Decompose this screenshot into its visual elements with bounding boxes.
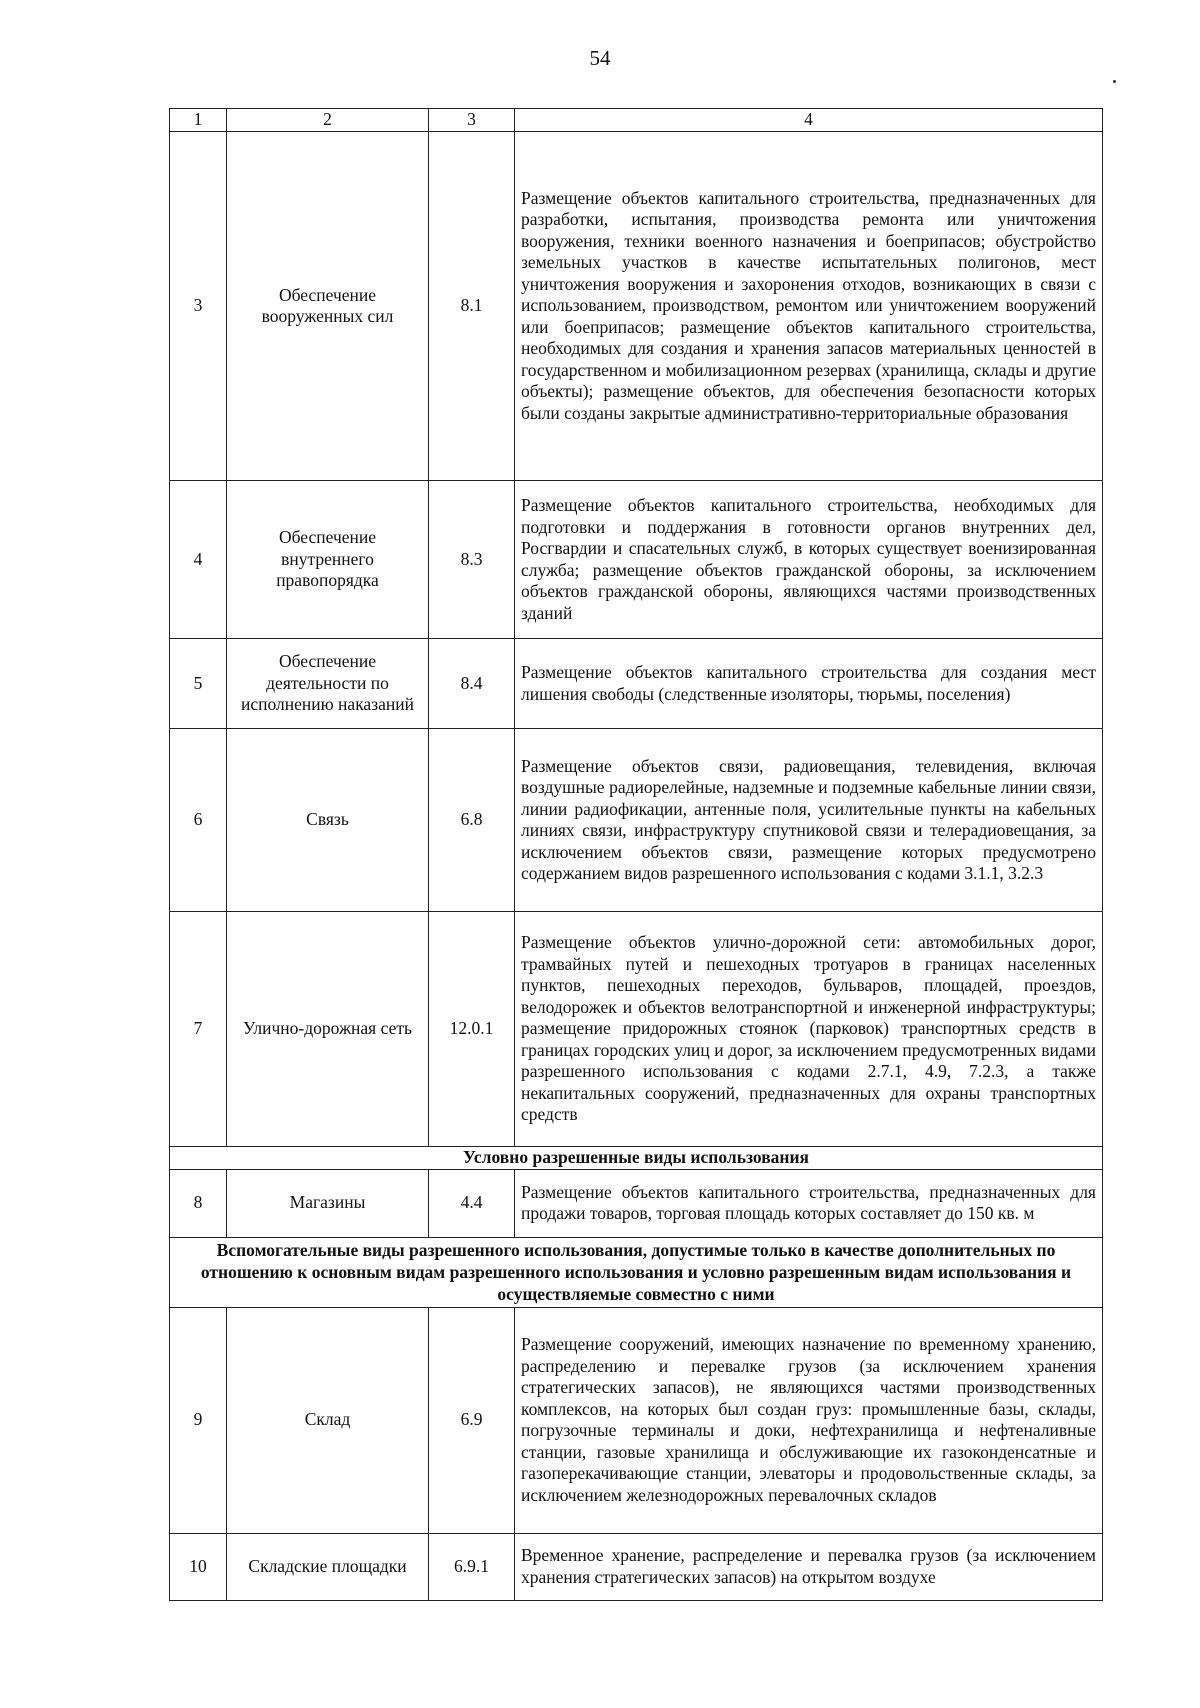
use-type-code: 6.8 — [429, 729, 515, 912]
use-type-name: Складские площадки — [227, 1533, 429, 1600]
section-heading-auxiliary: Вспомогательные виды разрешенного использования, допустимые только в качестве дополнительных по отношению к основным видам разрешенного использования и условно разрешенным видам использования и осуществляемые совместно с ними — [170, 1237, 1103, 1307]
land-use-table — [169, 108, 1103, 1601]
use-type-name: Связь — [227, 729, 429, 912]
table-row — [170, 729, 1103, 912]
scan-speck — [1113, 80, 1116, 83]
row-number: 4 — [170, 481, 227, 639]
row-number: 8 — [170, 1169, 227, 1237]
table-row — [170, 1307, 1103, 1533]
use-type-description: Временное хранение, распределение и перевалка грузов (за исключением хранения стратегических запасов) на открытом воздухе — [515, 1533, 1103, 1600]
use-type-description: Размещение объектов улично-дорожной сети: автомобильных дорог, трамвайных путей и пешеходных тротуаров в границах населенных пунктов, пешеходных переходов, бульваров, площадей, проездов, велодорожек и объектов велотранспортной и инженерной инфраструктуры; размещение придорожных стоянок (парковок) транспортных средств в границах городских улиц и дорог, за исключением предусмотренных видами разрешенного использования с кодами 2.7.1, 4.9, 7.2.3, а также некапитальных сооружений, предназначенных для охраны транспортных средств — [515, 912, 1103, 1147]
table-row — [170, 1533, 1103, 1600]
table-row — [170, 132, 1103, 481]
table-row — [170, 1169, 1103, 1237]
use-type-description: Размещение объектов капитального строительства для создания мест лишения свободы (следственные изоляторы, тюрьмы, поселения) — [515, 639, 1103, 729]
use-type-description: Размещение объектов капитального строительства, предназначенных для разработки, испытания, производства ремонта или уничтожения вооружения, техники военного назначения и боеприпасов; обустройство земельных участков в качестве испытательных полигонов, мест уничтожения вооружения и захоронения отходов, возникающих в связи с использованием, производством, ремонтом или уничтожением вооружений или боеприпасов; размещение объектов капитального строительства, необходимых для создания и хранения запасов материальных ценностей в государственном и мобилизационном резервах (хранилища, склады и другие объекты); размещение объектов, для обеспечения безопасности которых были созданы закрытые административно-территориальные образования — [515, 132, 1103, 481]
column-header: 4 — [515, 109, 1103, 132]
row-number: 3 — [170, 132, 227, 481]
column-header: 3 — [429, 109, 515, 132]
use-type-code: 6.9 — [429, 1307, 515, 1533]
row-number: 9 — [170, 1307, 227, 1533]
column-header: 2 — [227, 109, 429, 132]
row-number: 10 — [170, 1533, 227, 1600]
row-number: 6 — [170, 729, 227, 912]
use-type-code: 8.1 — [429, 132, 515, 481]
table-row — [170, 912, 1103, 1147]
use-type-name: Улично-дорожная сеть — [227, 912, 429, 1147]
use-type-code: 12.0.1 — [429, 912, 515, 1147]
use-type-name: Магазины — [227, 1169, 429, 1237]
use-type-code: 6.9.1 — [429, 1533, 515, 1600]
use-type-description: Размещение сооружений, имеющих назначение по временному хранению, распределению и перевалке грузов (за исключением хранения стратегических запасов), не являющихся частями производственных комплексов, на которых был создан груз: промышленные базы, склады, погрузочные терминалы и доки, нефтехранилища и нефтеналивные станции, газовые хранилища и обслуживающие их газоконденсатные и газоперекачивающие станции, элеваторы и продовольственные склады, за исключением железнодорожных перевалочных складов — [515, 1307, 1103, 1533]
row-number: 5 — [170, 639, 227, 729]
page-number: 54 — [589, 46, 611, 70]
use-type-name: Обеспечение вооруженных сил — [227, 132, 429, 481]
row-number: 7 — [170, 912, 227, 1147]
section-heading-row — [170, 1237, 1103, 1307]
section-heading-row — [170, 1147, 1103, 1170]
column-header: 1 — [170, 109, 227, 132]
column-number-row — [170, 109, 1103, 132]
use-type-code: 8.4 — [429, 639, 515, 729]
use-type-name: Обеспечение внутреннего правопорядка — [227, 481, 429, 639]
table-row — [170, 639, 1103, 729]
section-heading-conditional: Условно разрешенные виды использования — [170, 1147, 1103, 1170]
use-type-name: Обеспечение деятельности по исполнению наказаний — [227, 639, 429, 729]
use-type-code: 4.4 — [429, 1169, 515, 1237]
use-type-description: Размещение объектов капитального строительства, необходимых для подготовки и поддержания в готовности органов внутренних дел, Росгвардии и спасательных служб, в которых существует военизированная служба; размещение объектов гражданской обороны, за исключением объектов гражданской обороны, являющихся частями производственных зданий — [515, 481, 1103, 639]
use-type-code: 8.3 — [429, 481, 515, 639]
use-type-name: Склад — [227, 1307, 429, 1533]
table-row — [170, 481, 1103, 639]
use-type-description: Размещение объектов капитального строительства, предназначенных для продажи товаров, торговая площадь которых составляет до 150 кв. м — [515, 1169, 1103, 1237]
use-type-description: Размещение объектов связи, радиовещания, телевидения, включая воздушные радиорелейные, надземные и подземные кабельные линии связи, линии радиофикации, антенные поля, усилительные пункты на кабельных линиях связи, инфраструктуру спутниковой связи и телерадиовещания, за исключением объектов связи, размещение которых предусмотрено содержанием видов разрешенного использования с кодами 3.1.1, 3.2.3 — [515, 729, 1103, 912]
